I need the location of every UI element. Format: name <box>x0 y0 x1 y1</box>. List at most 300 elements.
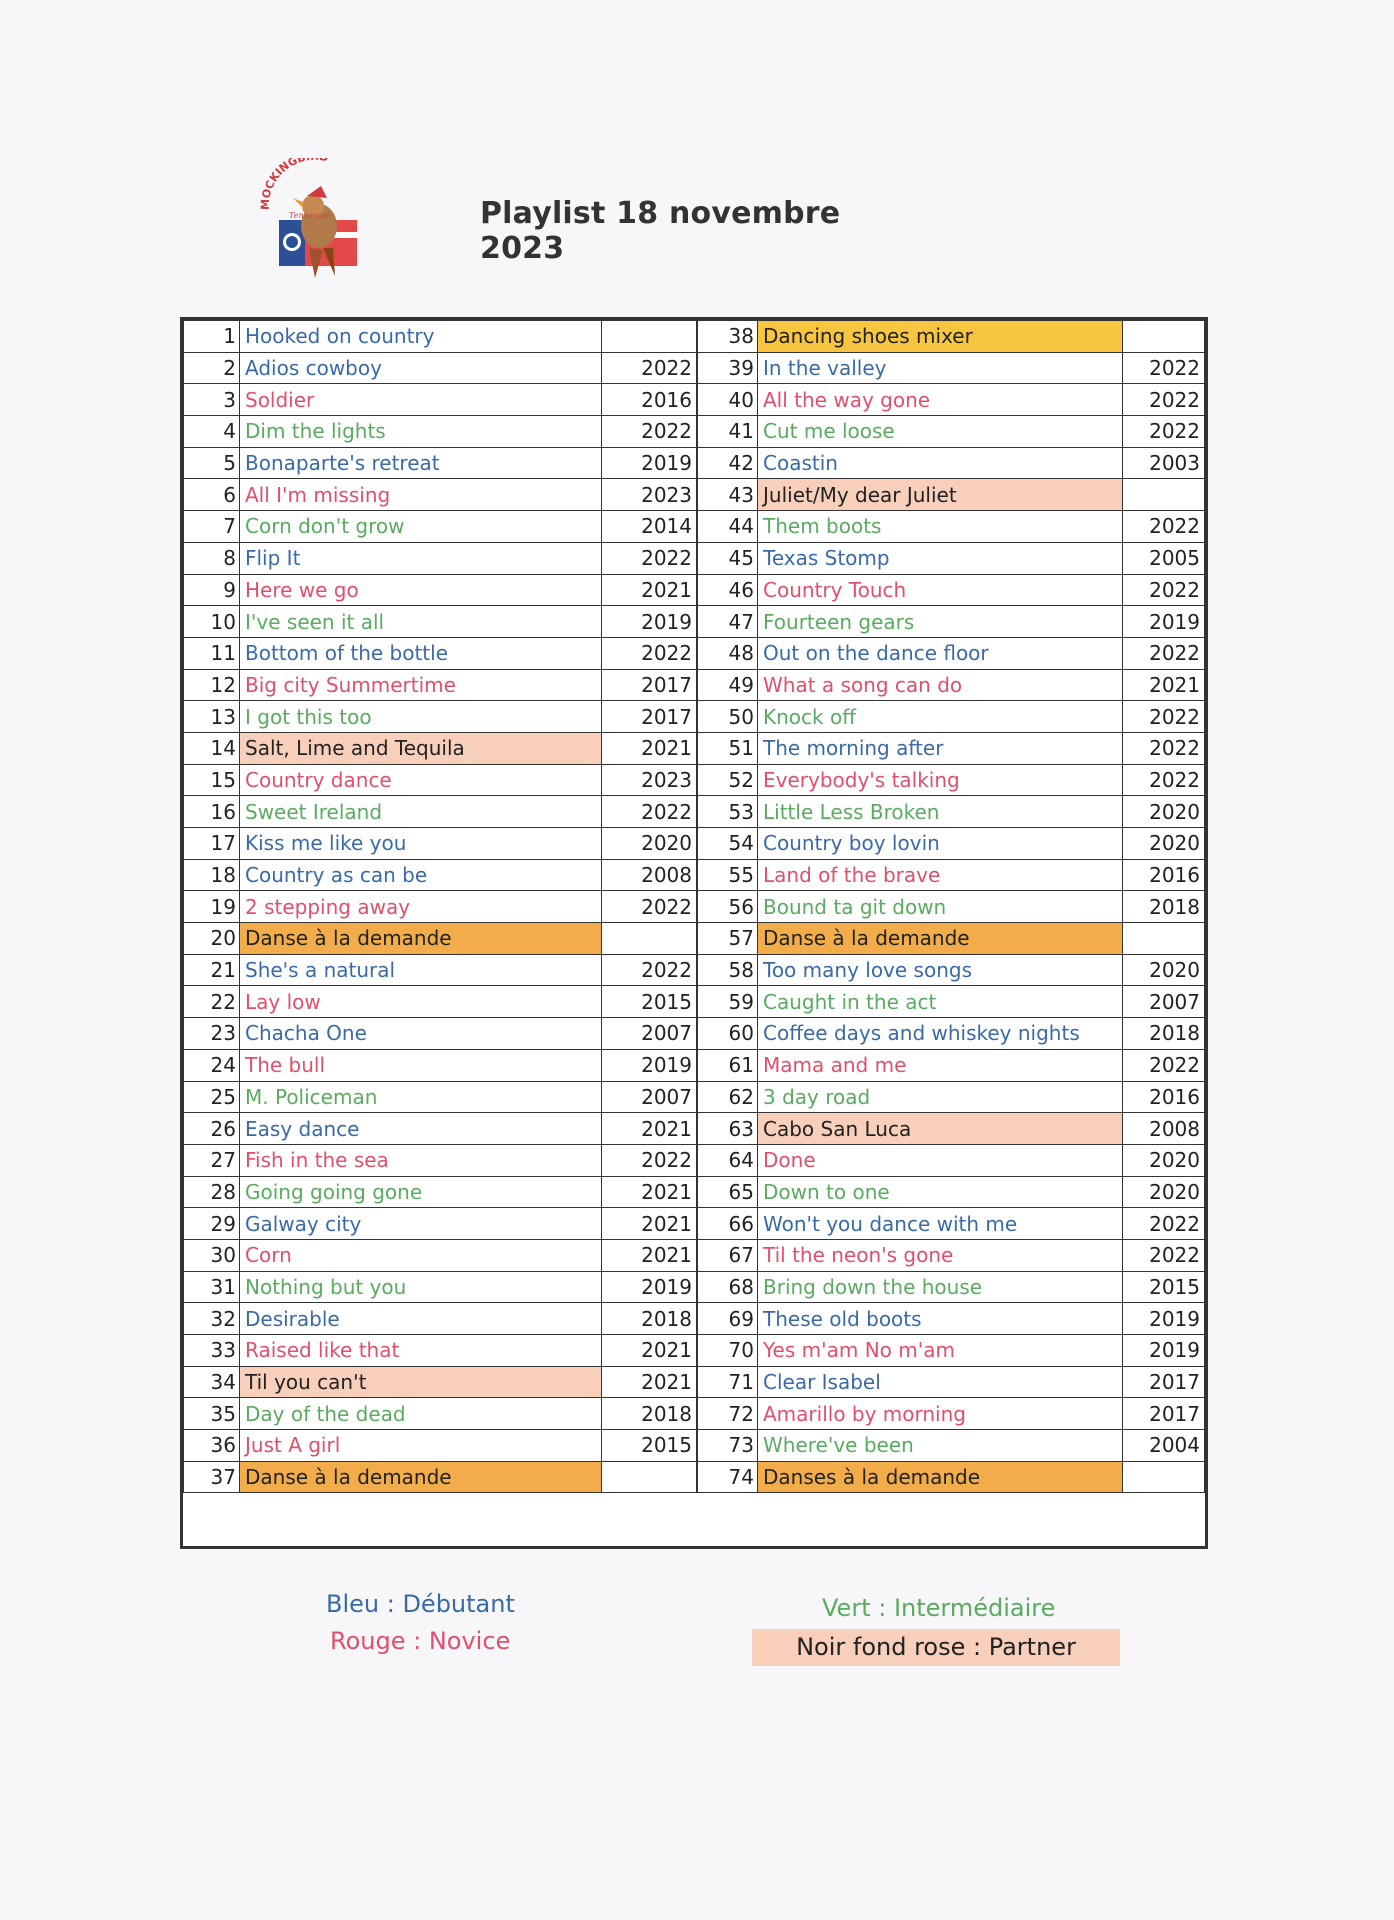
song-title: Them boots <box>758 511 1123 543</box>
playlist-row <box>184 384 697 416</box>
playlist-row <box>698 859 1205 891</box>
row-number: 48 <box>698 637 758 669</box>
legend-novice: Rouge : Novice <box>330 1627 511 1655</box>
row-number: 11 <box>184 637 240 669</box>
playlist-row <box>184 796 697 828</box>
playlist-row <box>184 859 697 891</box>
playlist-row <box>184 1335 697 1367</box>
song-title: Land of the brave <box>758 859 1123 891</box>
song-title: Danse à la demande <box>240 923 602 955</box>
playlist-row <box>698 1303 1205 1335</box>
playlist-row <box>184 1239 697 1271</box>
row-number: 45 <box>698 542 758 574</box>
song-title: Bound ta git down <box>758 891 1123 923</box>
playlist-row <box>184 669 697 701</box>
song-title: Raised like that <box>240 1335 602 1367</box>
song-year <box>1123 321 1205 353</box>
song-title: All I'm missing <box>240 479 602 511</box>
song-title: Amarillo by morning <box>758 1398 1123 1430</box>
row-number: 40 <box>698 384 758 416</box>
song-year: 2017 <box>602 701 697 733</box>
row-number: 5 <box>184 447 240 479</box>
song-title: I got this too <box>240 701 602 733</box>
playlist-row <box>184 732 697 764</box>
song-year: 2022 <box>1123 1239 1205 1271</box>
song-year: 2015 <box>602 986 697 1018</box>
song-title: Easy dance <box>240 1113 602 1145</box>
row-number: 17 <box>184 828 240 860</box>
song-title: Yes m'am No m'am <box>758 1335 1123 1367</box>
song-year: 2022 <box>1123 511 1205 543</box>
song-year: 2018 <box>602 1303 697 1335</box>
playlist-row <box>698 1208 1205 1240</box>
row-number: 13 <box>184 701 240 733</box>
playlist-row <box>698 701 1205 733</box>
song-year: 2005 <box>1123 542 1205 574</box>
song-title: I've seen it all <box>240 606 602 638</box>
row-number: 9 <box>184 574 240 606</box>
playlist-row <box>698 954 1205 986</box>
row-number: 42 <box>698 447 758 479</box>
playlist-row <box>184 1049 697 1081</box>
mockingbird-logo-icon <box>255 158 373 283</box>
row-number: 49 <box>698 669 758 701</box>
row-number: 61 <box>698 1049 758 1081</box>
playlist-row <box>698 1081 1205 1113</box>
playlist-table <box>180 317 1208 1549</box>
row-number: 67 <box>698 1239 758 1271</box>
playlist-row <box>184 542 697 574</box>
row-number: 71 <box>698 1366 758 1398</box>
row-number: 39 <box>698 352 758 384</box>
song-year: 2020 <box>1123 1176 1205 1208</box>
song-title: M. Policeman <box>240 1081 602 1113</box>
playlist-row <box>698 479 1205 511</box>
song-year: 2019 <box>602 447 697 479</box>
song-title: Til the neon's gone <box>758 1239 1123 1271</box>
row-number: 73 <box>698 1430 758 1462</box>
song-year <box>602 321 697 353</box>
song-year: 2020 <box>602 828 697 860</box>
playlist-row <box>698 637 1205 669</box>
playlist-row <box>698 764 1205 796</box>
playlist-row <box>184 986 697 1018</box>
song-year: 2018 <box>602 1398 697 1430</box>
song-title: Little Less Broken <box>758 796 1123 828</box>
song-year: 2023 <box>602 479 697 511</box>
song-year: 2022 <box>1123 416 1205 448</box>
legend-partner: Noir fond rose : Partner <box>752 1629 1120 1666</box>
song-title: Everybody's talking <box>758 764 1123 796</box>
playlist-row <box>184 1208 697 1240</box>
playlist-row <box>698 1398 1205 1430</box>
song-title: Corn <box>240 1239 602 1271</box>
row-number: 60 <box>698 1018 758 1050</box>
song-year: 2020 <box>1123 828 1205 860</box>
song-title: Country dance <box>240 764 602 796</box>
song-title: All the way gone <box>758 384 1123 416</box>
row-number: 26 <box>184 1113 240 1145</box>
playlist-row <box>698 352 1205 384</box>
song-year: 2016 <box>1123 1081 1205 1113</box>
song-title: Soldier <box>240 384 602 416</box>
row-number: 15 <box>184 764 240 796</box>
playlist-row <box>184 574 697 606</box>
playlist-row <box>184 1144 697 1176</box>
playlist-row <box>698 1335 1205 1367</box>
song-title: Corn don't grow <box>240 511 602 543</box>
playlist-row <box>184 606 697 638</box>
song-year <box>1123 1461 1205 1493</box>
row-number: 57 <box>698 923 758 955</box>
song-year <box>1123 923 1205 955</box>
song-title: Desirable <box>240 1303 602 1335</box>
playlist-row <box>698 1271 1205 1303</box>
song-title: Cut me loose <box>758 416 1123 448</box>
song-title: Fourteen gears <box>758 606 1123 638</box>
playlist-row <box>698 986 1205 1018</box>
song-title: Country as can be <box>240 859 602 891</box>
song-title: The morning after <box>758 732 1123 764</box>
row-number: 52 <box>698 764 758 796</box>
row-number: 24 <box>184 1049 240 1081</box>
playlist-row <box>698 542 1205 574</box>
playlist-row <box>184 447 697 479</box>
playlist-row <box>184 891 697 923</box>
song-title: Just A girl <box>240 1430 602 1462</box>
song-title: Flip It <box>240 542 602 574</box>
song-year <box>1123 479 1205 511</box>
song-year: 2018 <box>1123 891 1205 923</box>
legend-beginner: Bleu : Débutant <box>326 1590 515 1618</box>
song-year: 2016 <box>1123 859 1205 891</box>
song-year: 2007 <box>602 1081 697 1113</box>
playlist-row <box>698 384 1205 416</box>
row-number: 21 <box>184 954 240 986</box>
row-number: 14 <box>184 732 240 764</box>
song-title: These old boots <box>758 1303 1123 1335</box>
song-year: 2022 <box>1123 1208 1205 1240</box>
playlist-row <box>698 1366 1205 1398</box>
playlist-row <box>184 764 697 796</box>
song-title: Day of the dead <box>240 1398 602 1430</box>
row-number: 62 <box>698 1081 758 1113</box>
song-year: 2022 <box>1123 1049 1205 1081</box>
playlist-row <box>698 1018 1205 1050</box>
row-number: 2 <box>184 352 240 384</box>
logo-arc-text: MOCKINGB <box>258 158 308 211</box>
playlist-row <box>184 1398 697 1430</box>
row-number: 10 <box>184 606 240 638</box>
playlist-row <box>184 1176 697 1208</box>
row-number: 32 <box>184 1303 240 1335</box>
playlist-row <box>698 416 1205 448</box>
song-title: 2 stepping away <box>240 891 602 923</box>
song-title: Country boy lovin <box>758 828 1123 860</box>
playlist-row <box>698 447 1205 479</box>
song-title: 3 day road <box>758 1081 1123 1113</box>
row-number: 66 <box>698 1208 758 1240</box>
song-title: The bull <box>240 1049 602 1081</box>
legend-intermediate: Vert : Intermédiaire <box>822 1594 1056 1622</box>
song-year <box>602 923 697 955</box>
song-year: 2008 <box>1123 1113 1205 1145</box>
row-number: 4 <box>184 416 240 448</box>
playlist-row <box>184 321 697 353</box>
playlist-row <box>184 511 697 543</box>
song-title: In the valley <box>758 352 1123 384</box>
playlist-row <box>698 923 1205 955</box>
row-number: 37 <box>184 1461 240 1493</box>
row-number: 44 <box>698 511 758 543</box>
song-year: 2022 <box>1123 701 1205 733</box>
playlist-row <box>698 1239 1205 1271</box>
playlist-row <box>184 1018 697 1050</box>
row-number: 51 <box>698 732 758 764</box>
row-number: 58 <box>698 954 758 986</box>
song-title: Clear Isabel <box>758 1366 1123 1398</box>
row-number: 46 <box>698 574 758 606</box>
song-title: Kiss me like you <box>240 828 602 860</box>
row-number: 25 <box>184 1081 240 1113</box>
song-title: Salt, Lime and Tequila <box>240 732 602 764</box>
row-number: 34 <box>184 1366 240 1398</box>
song-year: 2019 <box>602 1271 697 1303</box>
playlist-row <box>184 954 697 986</box>
song-title: Too many love songs <box>758 954 1123 986</box>
playlist-row <box>184 352 697 384</box>
song-title: She's a natural <box>240 954 602 986</box>
row-number: 6 <box>184 479 240 511</box>
song-title: Adios cowboy <box>240 352 602 384</box>
song-title: Mama and me <box>758 1049 1123 1081</box>
song-year: 2021 <box>602 574 697 606</box>
song-year: 2008 <box>602 859 697 891</box>
playlist-row <box>698 732 1205 764</box>
playlist-row <box>184 828 697 860</box>
playlist-row <box>184 479 697 511</box>
song-title: Cabo San Luca <box>758 1113 1123 1145</box>
song-title: Sweet Ireland <box>240 796 602 828</box>
row-number: 68 <box>698 1271 758 1303</box>
song-title: Fish in the sea <box>240 1144 602 1176</box>
song-year: 2003 <box>1123 447 1205 479</box>
song-year: 2022 <box>602 352 697 384</box>
song-year: 2022 <box>602 542 697 574</box>
song-year: 2007 <box>602 1018 697 1050</box>
playlist-row <box>698 606 1205 638</box>
row-number: 28 <box>184 1176 240 1208</box>
row-number: 47 <box>698 606 758 638</box>
song-title: Texas Stomp <box>758 542 1123 574</box>
playlist-row <box>698 891 1205 923</box>
playlist-row <box>184 1461 697 1493</box>
row-number: 64 <box>698 1144 758 1176</box>
song-title: What a song can do <box>758 669 1123 701</box>
row-number: 27 <box>184 1144 240 1176</box>
song-title: Chacha One <box>240 1018 602 1050</box>
song-year: 2022 <box>1123 764 1205 796</box>
song-title: Hooked on country <box>240 321 602 353</box>
song-year: 2016 <box>602 384 697 416</box>
song-title: Where've been <box>758 1430 1123 1462</box>
song-year: 2019 <box>602 1049 697 1081</box>
row-number: 36 <box>184 1430 240 1462</box>
page-title: Playlist 18 novembre 2023 <box>480 196 841 266</box>
song-title: Country Touch <box>758 574 1123 606</box>
song-title: Bonaparte's retreat <box>240 447 602 479</box>
playlist-row <box>184 637 697 669</box>
playlist-row <box>698 796 1205 828</box>
song-title: Dim the lights <box>240 416 602 448</box>
song-year: 2021 <box>1123 669 1205 701</box>
song-title: Dancing shoes mixer <box>758 321 1123 353</box>
song-year: 2022 <box>602 416 697 448</box>
song-title: Knock off <box>758 701 1123 733</box>
row-number: 65 <box>698 1176 758 1208</box>
song-year: 2022 <box>1123 732 1205 764</box>
row-number: 30 <box>184 1239 240 1271</box>
row-number: 54 <box>698 828 758 860</box>
song-year: 2022 <box>1123 637 1205 669</box>
playlist-row <box>184 1430 697 1462</box>
row-number: 19 <box>184 891 240 923</box>
song-title: Til you can't <box>240 1366 602 1398</box>
song-year: 2020 <box>1123 954 1205 986</box>
song-year: 2021 <box>602 1176 697 1208</box>
song-title: Galway city <box>240 1208 602 1240</box>
row-number: 3 <box>184 384 240 416</box>
song-year: 2007 <box>1123 986 1205 1018</box>
playlist-row <box>698 1144 1205 1176</box>
song-title: Bottom of the bottle <box>240 637 602 669</box>
song-title: Danse à la demande <box>758 923 1123 955</box>
playlist-row <box>698 1430 1205 1462</box>
song-year: 2021 <box>602 1335 697 1367</box>
logo-script-text: Tennessee <box>289 211 332 220</box>
playlist-row <box>184 416 697 448</box>
song-year: 2020 <box>1123 1144 1205 1176</box>
song-year <box>602 1461 697 1493</box>
song-title: Going going gone <box>240 1176 602 1208</box>
playlist-row <box>184 1271 697 1303</box>
playlist-row <box>184 923 697 955</box>
row-number: 16 <box>184 796 240 828</box>
song-year: 2018 <box>1123 1018 1205 1050</box>
song-title: Down to one <box>758 1176 1123 1208</box>
song-year: 2017 <box>1123 1366 1205 1398</box>
playlist-row <box>184 1303 697 1335</box>
song-year: 2004 <box>1123 1430 1205 1462</box>
row-number: 74 <box>698 1461 758 1493</box>
row-number: 70 <box>698 1335 758 1367</box>
row-number: 41 <box>698 416 758 448</box>
row-number: 53 <box>698 796 758 828</box>
row-number: 29 <box>184 1208 240 1240</box>
song-year: 2022 <box>602 796 697 828</box>
song-year: 2023 <box>602 764 697 796</box>
song-title: Out on the dance floor <box>758 637 1123 669</box>
row-number: 72 <box>698 1398 758 1430</box>
playlist-row <box>698 828 1205 860</box>
song-title: Bring down the house <box>758 1271 1123 1303</box>
song-year: 2022 <box>1123 352 1205 384</box>
playlist-row <box>698 1049 1205 1081</box>
song-title: Coastin <box>758 447 1123 479</box>
song-title: Juliet/My dear Juliet <box>758 479 1123 511</box>
row-number: 33 <box>184 1335 240 1367</box>
playlist-row <box>184 701 697 733</box>
row-number: 38 <box>698 321 758 353</box>
song-year: 2021 <box>602 1366 697 1398</box>
row-number: 23 <box>184 1018 240 1050</box>
song-year: 2022 <box>1123 384 1205 416</box>
song-year: 2022 <box>602 637 697 669</box>
song-year: 2022 <box>1123 574 1205 606</box>
row-number: 31 <box>184 1271 240 1303</box>
playlist-row <box>698 1461 1205 1493</box>
song-year: 2015 <box>602 1430 697 1462</box>
row-number: 8 <box>184 542 240 574</box>
song-year: 2021 <box>602 1113 697 1145</box>
song-title: Here we go <box>240 574 602 606</box>
song-title: Danse à la demande <box>240 1461 602 1493</box>
playlist-row <box>698 511 1205 543</box>
row-number: 59 <box>698 986 758 1018</box>
row-number: 55 <box>698 859 758 891</box>
song-year: 2020 <box>1123 796 1205 828</box>
playlist-row <box>698 574 1205 606</box>
song-year: 2022 <box>602 954 697 986</box>
playlist-row <box>184 1113 697 1145</box>
song-year: 2022 <box>602 1144 697 1176</box>
playlist-row <box>698 1113 1205 1145</box>
row-number: 22 <box>184 986 240 1018</box>
row-number: 7 <box>184 511 240 543</box>
row-number: 12 <box>184 669 240 701</box>
playlist-row <box>698 321 1205 353</box>
song-year: 2019 <box>1123 1335 1205 1367</box>
song-title: Coffee days and whiskey nights <box>758 1018 1123 1050</box>
row-number: 56 <box>698 891 758 923</box>
row-number: 69 <box>698 1303 758 1335</box>
song-title: Lay low <box>240 986 602 1018</box>
song-year: 2014 <box>602 511 697 543</box>
row-number: 63 <box>698 1113 758 1145</box>
playlist-row <box>184 1081 697 1113</box>
song-year: 2015 <box>1123 1271 1205 1303</box>
row-number: 1 <box>184 321 240 353</box>
row-number: 35 <box>184 1398 240 1430</box>
song-year: 2021 <box>602 1239 697 1271</box>
playlist-right-column <box>697 320 1205 1493</box>
playlist-row <box>184 1366 697 1398</box>
song-year: 2022 <box>602 891 697 923</box>
row-number: 50 <box>698 701 758 733</box>
song-year: 2019 <box>1123 1303 1205 1335</box>
song-title: Done <box>758 1144 1123 1176</box>
song-year: 2021 <box>602 732 697 764</box>
song-title: Big city Summertime <box>240 669 602 701</box>
playlist-left-column <box>183 320 697 1493</box>
playlist-row <box>698 1176 1205 1208</box>
song-title: Caught in the act <box>758 986 1123 1018</box>
row-number: 20 <box>184 923 240 955</box>
song-year: 2021 <box>602 1208 697 1240</box>
logo-graphic <box>255 158 373 283</box>
song-year: 2017 <box>602 669 697 701</box>
song-year: 2019 <box>1123 606 1205 638</box>
